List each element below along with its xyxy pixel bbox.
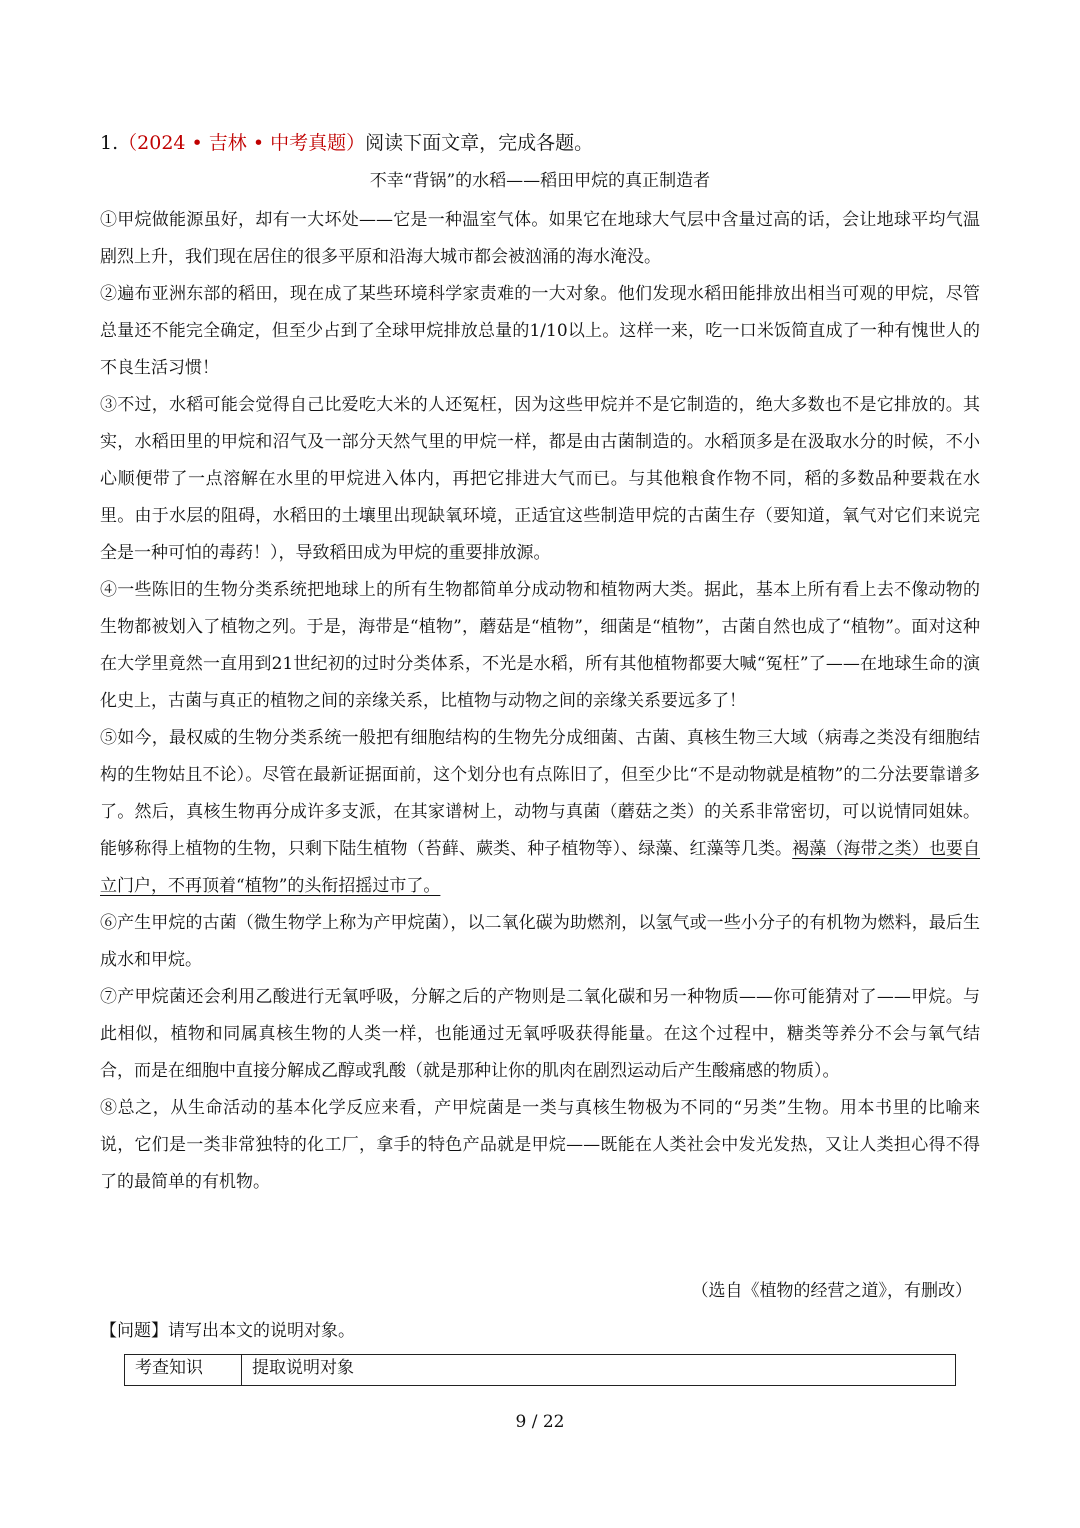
paragraph-2: ②遍布亚洲东部的稻田，现在成了某些环境科学家责难的一大对象。他们发现水稻田能排放出相当可观的甲烷，尽管总量还不能完全确定，但至少占到了全球甲烷排放总量的1/10以上。这样一来，吃一口米饭简直成了一种有愧世人的不良生活习惯！ [100,284,980,378]
underlined-sentence: 褐藻（海带之类）也要自立门户，不再顶着“植物”的头衔招摇过市了。 [100,839,981,896]
article-citation: （选自《植物的经营之道》，有删改） [691,1281,972,1301]
paragraph-1: ①甲烷做能源虽好，却有一大坏处——它是一种温室气体。如果它在地球大气层中含量过高的话，会让地球平均气温剧烈上升，我们现在居住的很多平原和沿海大城市都会被汹涌的海水淹没。 [100,210,980,267]
paragraph-6: ⑥产生甲烷的古菌（微生物学上称为产甲烷菌），以二氧化碳为助燃剂，以氢气或一些小分子的有机物为燃料，最后生成水和甲烷。 [100,913,980,970]
paragraph-5-text: ⑤如今，最权威的生物分类系统一般把有细胞结构的生物先分成细菌、古菌、真核生物三大域（病毒之类没有细胞结构的生物姑且不论）。尽管在最新证据面前，这个划分也有点陈旧了，但至少比“不是动物就是植物”的二分法要靠谱多了。然后，真核生物再分成许多支派，在其家谱树上，动物与真菌（蘑菇之类）的关系非常密切，可以说情同姐妹。能够称得上植物的生物，只剩下陆生植物（苔藓、蕨类、种子植物等）、绿藻、红藻等几类。 [100,728,980,859]
question-source: 2024 • 吉林 • 中考真题 [137,132,347,154]
paragraph-7: ⑦产甲烷菌还会利用乙酸进行无氧呼吸，分解之后的产物则是二氧化碳和另一种物质——你可能猜对了——甲烷。与此相似，植物和同属真核生物的人类一样，也能通过无氧呼吸获得能量。在这个过程中，糖类等养分不会与氧气结合，而是在细胞中直接分解成乙醇或乳酸（就是那种让你的肌肉在剧烈运动后产生酸痛感的物质）。 [100,987,980,1081]
article-body [100,202,980,1201]
page-number: 9 / 22 [515,1412,565,1432]
knowledge-table [124,1354,956,1386]
problem-label: 【问题】 [100,1321,168,1341]
table-cell-knowledge: 考查知识 [125,1355,242,1386]
question-source-close: ） [346,132,366,154]
paragraph-5 [100,720,980,905]
paragraph-8: ⑧总之，从生命活动的基本化学反应来看，产甲烷菌是一类与真核生物极为不同的“另类”生物。用本书里的比喻来说，它们是一类非常独特的化工厂，拿手的特色产品就是甲烷——既能在人类社会中发光发热，又让人类担心得不得了的最简单的有机物。 [100,1098,980,1192]
problem-prompt [100,1318,355,1344]
question-number: 1. [100,132,119,154]
problem-text: 请写出本文的说明对象。 [168,1321,355,1341]
table-cell-skill: 提取说明对象 [242,1355,956,1386]
question-header [100,130,593,156]
question-instruction: 阅读下面文章，完成各题。 [365,132,594,154]
paragraph-3: ③不过，水稻可能会觉得自己比爱吃大米的人还冤枉，因为这些甲烷并不是它制造的，绝大多数也不是它排放的。其实，水稻田里的甲烷和沼气及一部分天然气里的甲烷一样，都是由古菌制造的。水稻顶多是在汲取水分的时候，不小心顺便带了一点溶解在水里的甲烷进入体内，再把它排进大气而已。与其他粮食作物不同，稻的多数品种要栽在水里。由于水层的阻碍，水稻田的土壤里出现缺氧环境，正适宜这些制造甲烷的古菌生存（要知道，氧气对它们来说完全是一种可怕的毒药！），导致稻田成为甲烷的重要排放源。 [100,395,980,563]
paragraph-4: ④一些陈旧的生物分类系统把地球上的所有生物都简单分成动物和植物两大类。据此，基本上所有看上去不像动物的生物都被划入了植物之列。于是，海带是“植物”，蘑菇是“植物”，细菌是“植物”，古菌自然也成了“植物”。面对这种在大学里竟然一直用到21世纪初的过时分类体系，不光是水稻，所有其他植物都要大喊“冤枉”了——在地球生命的演化史上，古菌与真正的植物之间的亲缘关系，比植物与动物之间的亲缘关系要远多了！ [100,580,980,711]
table-row [125,1355,956,1386]
article-title: 不幸“背锅”的水稻——稻田甲烷的真正制造者 [369,171,711,191]
question-source-open: （ [118,132,138,154]
